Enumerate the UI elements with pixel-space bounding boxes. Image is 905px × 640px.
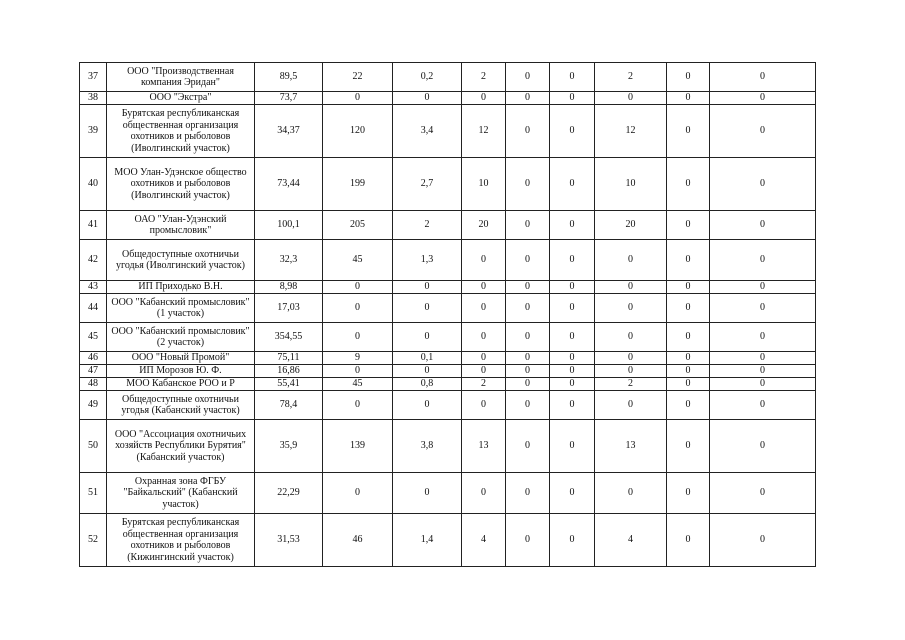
table-row xyxy=(80,211,816,240)
row-number-cell: 48 xyxy=(80,378,107,391)
value-cell-1: 199 xyxy=(323,158,393,211)
value-cell-8: 0 xyxy=(710,352,816,365)
value-cell-7: 0 xyxy=(667,92,710,105)
value-cell-3: 10 xyxy=(462,158,506,211)
value-cell-6: 0 xyxy=(595,240,667,281)
value-cell-7: 0 xyxy=(667,323,710,352)
value-cell-7: 0 xyxy=(667,211,710,240)
value-cell-5: 0 xyxy=(550,240,595,281)
value-cell-2: 0,1 xyxy=(393,352,462,365)
organization-name-cell: Общедоступные охотничьи угодья (Кабанский участок) xyxy=(107,391,255,420)
organization-name-cell: Бурятская республиканская общественная организация охотников и рыболовов (Кижингинский участок) xyxy=(107,514,255,567)
organization-name-cell: Общедоступные охотничьи угодья (Иволгинский участок) xyxy=(107,240,255,281)
value-cell-8: 0 xyxy=(710,420,816,473)
value-cell-1: 139 xyxy=(323,420,393,473)
organization-name-cell: ООО "Производственная компания Эридан" xyxy=(107,63,255,92)
value-cell-3: 0 xyxy=(462,323,506,352)
row-number-cell: 41 xyxy=(80,211,107,240)
value-cell-5: 0 xyxy=(550,281,595,294)
area-cell: 89,5 xyxy=(255,63,323,92)
area-cell: 16,86 xyxy=(255,365,323,378)
table-row xyxy=(80,420,816,473)
area-cell: 55,41 xyxy=(255,378,323,391)
table-row xyxy=(80,281,816,294)
value-cell-3: 0 xyxy=(462,294,506,323)
value-cell-5: 0 xyxy=(550,211,595,240)
value-cell-2: 2,7 xyxy=(393,158,462,211)
organization-name-cell: ООО "Кабанский промысловик" (1 участок) xyxy=(107,294,255,323)
area-cell: 35,9 xyxy=(255,420,323,473)
value-cell-8: 0 xyxy=(710,158,816,211)
value-cell-6: 2 xyxy=(595,63,667,92)
value-cell-2: 1,4 xyxy=(393,514,462,567)
table-row xyxy=(80,352,816,365)
row-number-cell: 51 xyxy=(80,473,107,514)
table-row xyxy=(80,63,816,92)
value-cell-3: 12 xyxy=(462,105,506,158)
value-cell-1: 46 xyxy=(323,514,393,567)
value-cell-5: 0 xyxy=(550,365,595,378)
value-cell-3: 13 xyxy=(462,420,506,473)
value-cell-7: 0 xyxy=(667,63,710,92)
value-cell-5: 0 xyxy=(550,92,595,105)
row-number-cell: 52 xyxy=(80,514,107,567)
value-cell-8: 0 xyxy=(710,294,816,323)
value-cell-7: 0 xyxy=(667,378,710,391)
value-cell-2: 0 xyxy=(393,365,462,378)
value-cell-2: 0 xyxy=(393,391,462,420)
organization-name-cell: ООО "Экстра" xyxy=(107,92,255,105)
value-cell-6: 4 xyxy=(595,514,667,567)
value-cell-3: 2 xyxy=(462,63,506,92)
row-number-cell: 46 xyxy=(80,352,107,365)
area-cell: 73,7 xyxy=(255,92,323,105)
value-cell-1: 0 xyxy=(323,323,393,352)
value-cell-1: 0 xyxy=(323,365,393,378)
value-cell-2: 0 xyxy=(393,281,462,294)
table-row xyxy=(80,378,816,391)
table-row xyxy=(80,105,816,158)
row-number-cell: 47 xyxy=(80,365,107,378)
value-cell-6: 0 xyxy=(595,92,667,105)
value-cell-1: 45 xyxy=(323,240,393,281)
value-cell-8: 0 xyxy=(710,323,816,352)
value-cell-6: 13 xyxy=(595,420,667,473)
value-cell-8: 0 xyxy=(710,240,816,281)
value-cell-2: 0 xyxy=(393,323,462,352)
row-number-cell: 42 xyxy=(80,240,107,281)
value-cell-5: 0 xyxy=(550,378,595,391)
value-cell-5: 0 xyxy=(550,63,595,92)
area-cell: 75,11 xyxy=(255,352,323,365)
row-number-cell: 50 xyxy=(80,420,107,473)
table-row xyxy=(80,473,816,514)
value-cell-3: 0 xyxy=(462,240,506,281)
value-cell-3: 0 xyxy=(462,92,506,105)
value-cell-4: 0 xyxy=(506,105,550,158)
value-cell-1: 0 xyxy=(323,294,393,323)
value-cell-3: 0 xyxy=(462,473,506,514)
value-cell-2: 0,2 xyxy=(393,63,462,92)
row-number-cell: 49 xyxy=(80,391,107,420)
value-cell-4: 0 xyxy=(506,378,550,391)
value-cell-4: 0 xyxy=(506,420,550,473)
value-cell-1: 205 xyxy=(323,211,393,240)
value-cell-4: 0 xyxy=(506,365,550,378)
organization-name-cell: ИП Морозов Ю. Ф. xyxy=(107,365,255,378)
organization-name-cell: Охранная зона ФГБУ "Байкальский" (Кабанский участок) xyxy=(107,473,255,514)
value-cell-7: 0 xyxy=(667,352,710,365)
value-cell-2: 3,4 xyxy=(393,105,462,158)
table-row xyxy=(80,323,816,352)
value-cell-2: 3,8 xyxy=(393,420,462,473)
data-table xyxy=(79,62,816,567)
row-number-cell: 40 xyxy=(80,158,107,211)
organization-name-cell: МОО Улан-Удэнское общество охотников и рыболовов (Иволгинский участок) xyxy=(107,158,255,211)
value-cell-4: 0 xyxy=(506,391,550,420)
value-cell-4: 0 xyxy=(506,63,550,92)
value-cell-4: 0 xyxy=(506,92,550,105)
value-cell-3: 20 xyxy=(462,211,506,240)
value-cell-1: 9 xyxy=(323,352,393,365)
value-cell-5: 0 xyxy=(550,473,595,514)
area-cell: 32,3 xyxy=(255,240,323,281)
value-cell-1: 0 xyxy=(323,473,393,514)
organization-name-cell: Бурятская республиканская общественная организация охотников и рыболовов (Иволгинский участок) xyxy=(107,105,255,158)
value-cell-6: 0 xyxy=(595,323,667,352)
value-cell-3: 0 xyxy=(462,391,506,420)
value-cell-1: 0 xyxy=(323,391,393,420)
organization-name-cell: МОО Кабанское РОО и Р xyxy=(107,378,255,391)
organization-name-cell: ОАО "Улан-Удэнский промысловик" xyxy=(107,211,255,240)
area-cell: 34,37 xyxy=(255,105,323,158)
value-cell-7: 0 xyxy=(667,105,710,158)
value-cell-6: 2 xyxy=(595,378,667,391)
value-cell-3: 4 xyxy=(462,514,506,567)
value-cell-8: 0 xyxy=(710,378,816,391)
value-cell-1: 0 xyxy=(323,281,393,294)
area-cell: 100,1 xyxy=(255,211,323,240)
value-cell-4: 0 xyxy=(506,281,550,294)
value-cell-5: 0 xyxy=(550,323,595,352)
value-cell-2: 2 xyxy=(393,211,462,240)
row-number-cell: 44 xyxy=(80,294,107,323)
value-cell-5: 0 xyxy=(550,158,595,211)
value-cell-5: 0 xyxy=(550,514,595,567)
area-cell: 78,4 xyxy=(255,391,323,420)
value-cell-7: 0 xyxy=(667,294,710,323)
value-cell-7: 0 xyxy=(667,158,710,211)
value-cell-7: 0 xyxy=(667,473,710,514)
table-row xyxy=(80,240,816,281)
value-cell-6: 10 xyxy=(595,158,667,211)
row-number-cell: 45 xyxy=(80,323,107,352)
value-cell-4: 0 xyxy=(506,294,550,323)
value-cell-2: 0 xyxy=(393,294,462,323)
value-cell-7: 0 xyxy=(667,420,710,473)
value-cell-8: 0 xyxy=(710,473,816,514)
value-cell-1: 120 xyxy=(323,105,393,158)
row-number-cell: 38 xyxy=(80,92,107,105)
table-row xyxy=(80,92,816,105)
value-cell-6: 0 xyxy=(595,473,667,514)
value-cell-7: 0 xyxy=(667,391,710,420)
value-cell-4: 0 xyxy=(506,323,550,352)
value-cell-4: 0 xyxy=(506,211,550,240)
value-cell-4: 0 xyxy=(506,514,550,567)
value-cell-8: 0 xyxy=(710,514,816,567)
value-cell-7: 0 xyxy=(667,365,710,378)
row-number-cell: 37 xyxy=(80,63,107,92)
value-cell-1: 45 xyxy=(323,378,393,391)
value-cell-3: 0 xyxy=(462,365,506,378)
value-cell-6: 0 xyxy=(595,281,667,294)
value-cell-4: 0 xyxy=(506,158,550,211)
value-cell-8: 0 xyxy=(710,391,816,420)
value-cell-8: 0 xyxy=(710,365,816,378)
value-cell-6: 20 xyxy=(595,211,667,240)
value-cell-6: 0 xyxy=(595,294,667,323)
value-cell-4: 0 xyxy=(506,240,550,281)
area-cell: 31,53 xyxy=(255,514,323,567)
value-cell-6: 0 xyxy=(595,391,667,420)
value-cell-4: 0 xyxy=(506,352,550,365)
area-cell: 354,55 xyxy=(255,323,323,352)
value-cell-7: 0 xyxy=(667,514,710,567)
organization-name-cell: ООО "Кабанский промысловик" (2 участок) xyxy=(107,323,255,352)
area-cell: 17,03 xyxy=(255,294,323,323)
value-cell-8: 0 xyxy=(710,281,816,294)
value-cell-3: 0 xyxy=(462,281,506,294)
value-cell-1: 0 xyxy=(323,92,393,105)
table-row xyxy=(80,158,816,211)
value-cell-3: 0 xyxy=(462,352,506,365)
value-cell-2: 0 xyxy=(393,92,462,105)
value-cell-8: 0 xyxy=(710,63,816,92)
organization-name-cell: ИП Приходько В.Н. xyxy=(107,281,255,294)
value-cell-5: 0 xyxy=(550,105,595,158)
value-cell-8: 0 xyxy=(710,105,816,158)
organization-name-cell: ООО "Новый Промой" xyxy=(107,352,255,365)
table-row xyxy=(80,365,816,378)
value-cell-5: 0 xyxy=(550,294,595,323)
value-cell-6: 0 xyxy=(595,352,667,365)
value-cell-2: 1,3 xyxy=(393,240,462,281)
area-cell: 73,44 xyxy=(255,158,323,211)
value-cell-1: 22 xyxy=(323,63,393,92)
value-cell-2: 0 xyxy=(393,473,462,514)
table-row xyxy=(80,294,816,323)
row-number-cell: 39 xyxy=(80,105,107,158)
value-cell-4: 0 xyxy=(506,473,550,514)
table-row xyxy=(80,391,816,420)
organization-name-cell: ООО "Ассоциация охотничьих хозяйств Республики Бурятия" (Кабанский участок) xyxy=(107,420,255,473)
value-cell-8: 0 xyxy=(710,92,816,105)
value-cell-8: 0 xyxy=(710,211,816,240)
row-number-cell: 43 xyxy=(80,281,107,294)
value-cell-3: 2 xyxy=(462,378,506,391)
area-cell: 8,98 xyxy=(255,281,323,294)
value-cell-5: 0 xyxy=(550,391,595,420)
value-cell-7: 0 xyxy=(667,281,710,294)
value-cell-6: 12 xyxy=(595,105,667,158)
value-cell-2: 0,8 xyxy=(393,378,462,391)
value-cell-6: 0 xyxy=(595,365,667,378)
value-cell-5: 0 xyxy=(550,352,595,365)
value-cell-5: 0 xyxy=(550,420,595,473)
value-cell-7: 0 xyxy=(667,240,710,281)
area-cell: 22,29 xyxy=(255,473,323,514)
table-row xyxy=(80,514,816,567)
